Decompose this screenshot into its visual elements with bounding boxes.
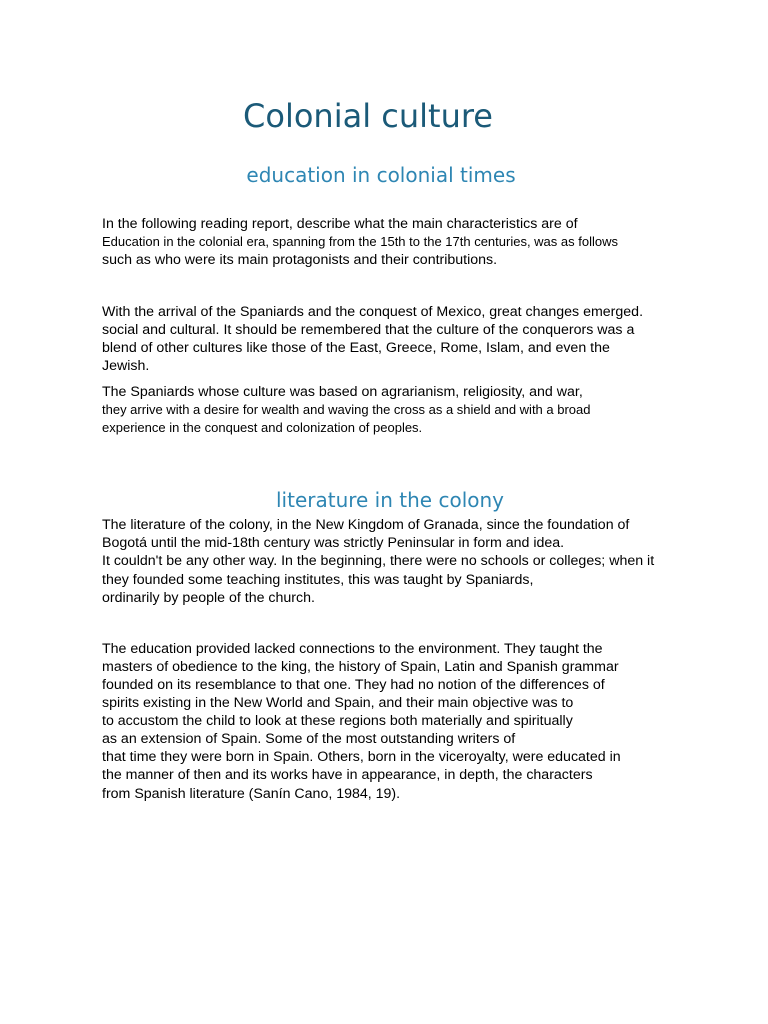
paragraph-line: social and cultural. It should be remembered that the culture of the conquerors was a bbox=[102, 322, 635, 338]
paragraph-line: blend of other cultures like those of the East, Greece, Rome, Islam, and even the bbox=[102, 340, 610, 356]
paragraph-line: from Spanish literature (Sanín Cano, 1984, 19). bbox=[102, 786, 401, 802]
paragraph-line: ordinarily by people of the church. bbox=[102, 590, 315, 606]
page-title: Colonial culture bbox=[243, 97, 493, 135]
paragraph-line: spirits existing in the New World and Spain, and their main objective was to bbox=[102, 695, 574, 711]
paragraph-line: to accustom the child to look at these regions both materially and spiritually bbox=[102, 713, 573, 729]
paragraph-line: Jewish. bbox=[102, 358, 150, 374]
section-heading-literature: literature in the colony bbox=[275, 488, 504, 512]
intro-line: such as who were its main protagonists and their contributions. bbox=[102, 252, 498, 268]
paragraph-line: they arrive with a desire for wealth and waving the cross as a shield and with a broad bbox=[102, 402, 591, 417]
paragraph-line: masters of obedience to the king, the history of Spain, Latin and Spanish grammar bbox=[102, 659, 619, 675]
paragraph-line: the manner of then and its works have in appearance, in depth, the characters bbox=[102, 767, 593, 783]
paragraph-line: The Spaniards whose culture was based on agrarianism, religiosity, and war, bbox=[102, 384, 583, 400]
section-heading-education: education in colonial times bbox=[246, 163, 516, 187]
paragraph-line: experience in the conquest and colonization of peoples. bbox=[102, 420, 423, 435]
paragraph-line: With the arrival of the Spaniards and the conquest of Mexico, great changes emerged. bbox=[102, 304, 644, 320]
paragraph-line: as an extension of Spain. Some of the most outstanding writers of bbox=[102, 731, 516, 747]
paragraph-line: founded on its resemblance to that one. They had no notion of the differences of bbox=[102, 677, 605, 693]
paragraph-line: they founded some teaching institutes, this was taught by Spaniards, bbox=[102, 572, 534, 588]
intro-line: In the following reading report, describe what the main characteristics are of bbox=[102, 216, 578, 232]
paragraph-line: It couldn't be any other way. In the beginning, there were no schools or colleges; when it bbox=[102, 553, 655, 569]
paragraph-line: that time they were born in Spain. Others, born in the viceroyalty, were educated in bbox=[102, 749, 621, 765]
paragraph-line: Bogotá until the mid-18th century was strictly Peninsular in form and idea. bbox=[102, 535, 565, 551]
intro-line: Education in the colonial era, spanning from the 15th to the 17th centuries, was as follows bbox=[102, 234, 618, 249]
paragraph-line: The literature of the colony, in the New Kingdom of Granada, since the foundation of bbox=[102, 517, 630, 533]
paragraph-line: The education provided lacked connections to the environment. They taught the bbox=[102, 641, 603, 657]
